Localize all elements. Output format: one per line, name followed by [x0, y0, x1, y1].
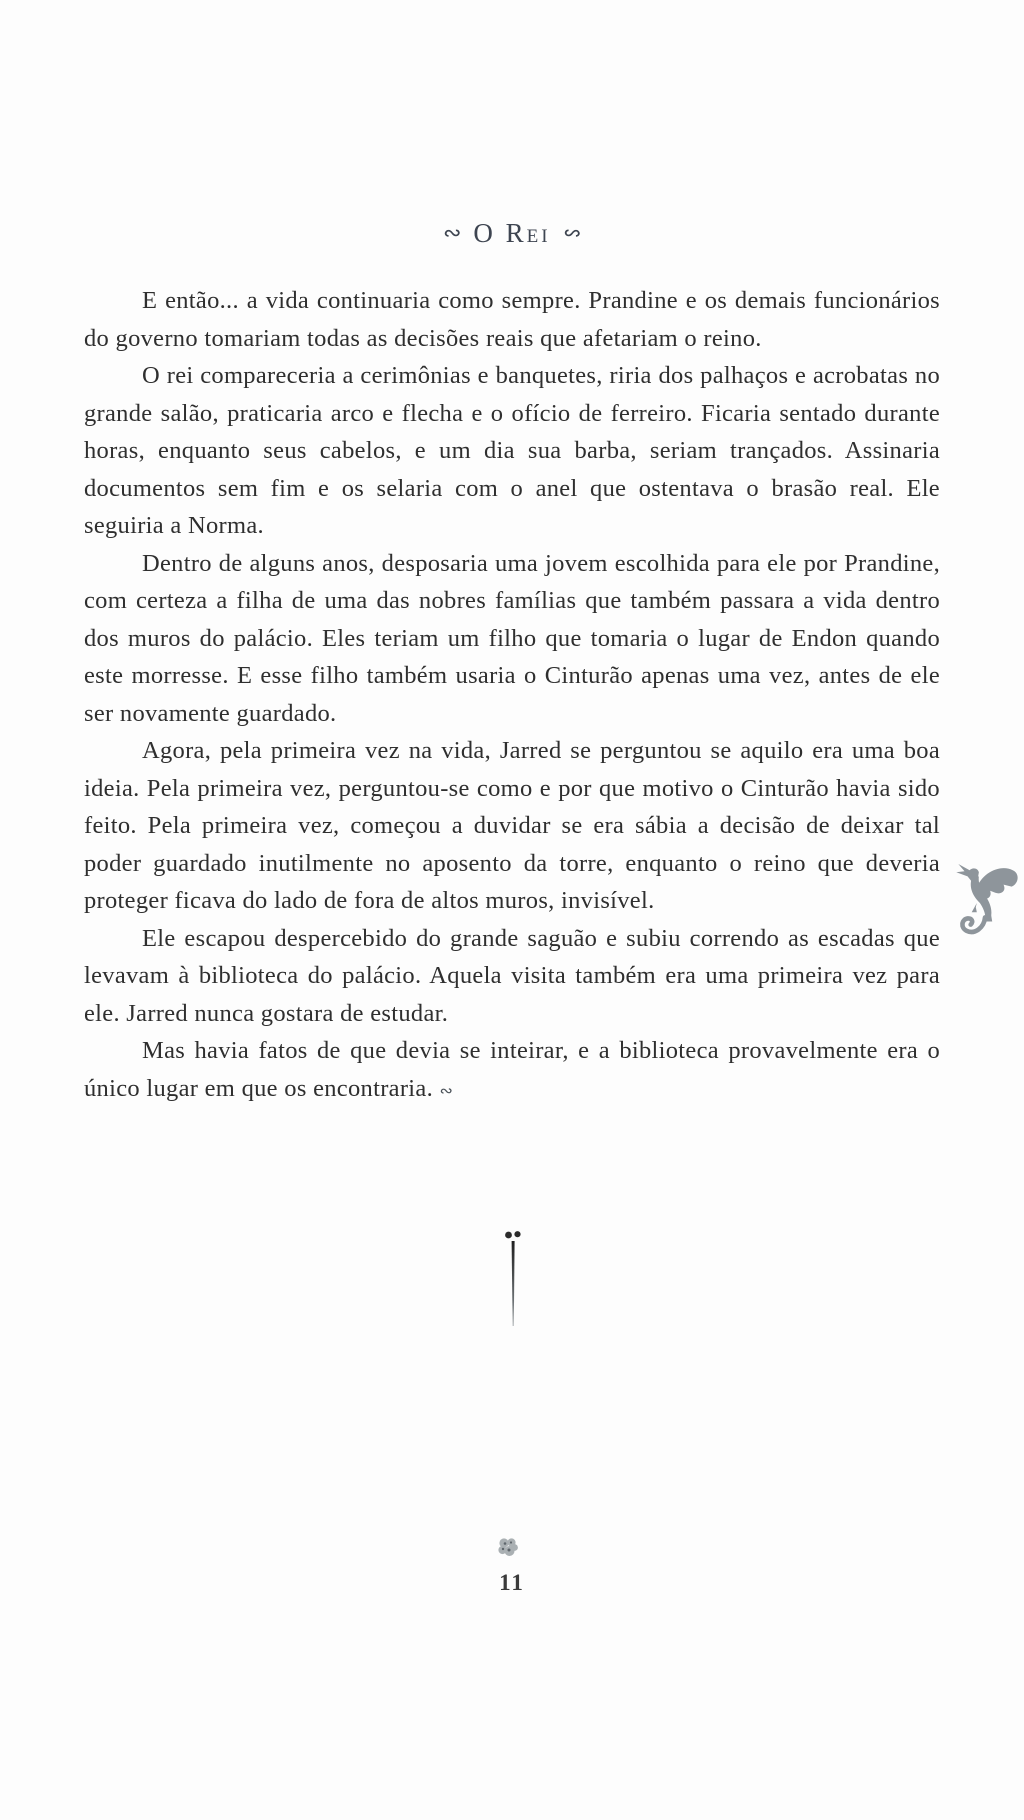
paragraph-text: Mas havia fatos de que devia se inteirar, e a biblioteca provavelmente era o único lugar em que os encontraria. — [84, 1037, 940, 1102]
paragraph: O rei compareceria a cerimônias e banquetes, riria dos palhaços e acrobatas no grande salão, praticaria arco e flecha e o ofício de ferreiro. Ficaria sentado durante horas, enquanto seus cabelos, e um dia sua barba, seriam trançados. Assinaria documentos sem fim e os selaria com o anel que ostentava o brasão real. Ele seguiria a Norma. — [84, 362, 940, 539]
paragraph: Dentro de alguns anos, desposaria uma jovem escolhida para ele por Prandine, com certeza a filha de uma das nobres famílias que também passara a vida dentro dos muros do palácio. Eles teriam um filho que tomaria o lugar de Endon quando este morresse. E esse filho também usaria o Cinturão apenas uma vez, antes de ele ser novamente guardado. — [84, 549, 940, 727]
flourish-right-icon: ∾ — [564, 221, 582, 246]
paragraph: Ele escapou despercebido do grande saguão e subiu correndo as escadas que levavam à biblioteca do palácio. Aquela visita também era uma primeira vez para ele. Jarred nunca gostara de estudar. — [84, 924, 940, 1027]
chapter-header — [0, 218, 1024, 249]
dragon-icon — [947, 862, 1021, 940]
body-text — [84, 282, 940, 1109]
paragraph — [84, 1032, 940, 1109]
flourish-left-icon: ∾ — [442, 221, 460, 246]
needle-ornament-icon — [498, 1230, 528, 1334]
paragraph: Agora, pela primeira vez na vida, Jarred se perguntou se aquilo era uma boa ideia. Pela primeira vez, perguntou-se como e por que motivo o Cinturão havia sido feito. Pela primeira vez, começou a duvidar se era sábia a decisão de deixar tal poder guardado inutilmente no aposento da torre, enquanto o reino que deveria proteger ficava do lado de fora de altos muros, invisível. — [84, 737, 940, 914]
rosette-ornament-icon — [495, 1535, 521, 1561]
chapter-title: O Rei — [473, 218, 551, 248]
section-end-flourish-icon: ∾ — [439, 1080, 452, 1100]
page-number: 11 — [499, 1570, 525, 1595]
paragraph: E então... a vida continuaria como sempre. Prandine e os demais funcionários do governo tomariam todas as decisões reais que afetariam o reino. — [84, 287, 940, 352]
